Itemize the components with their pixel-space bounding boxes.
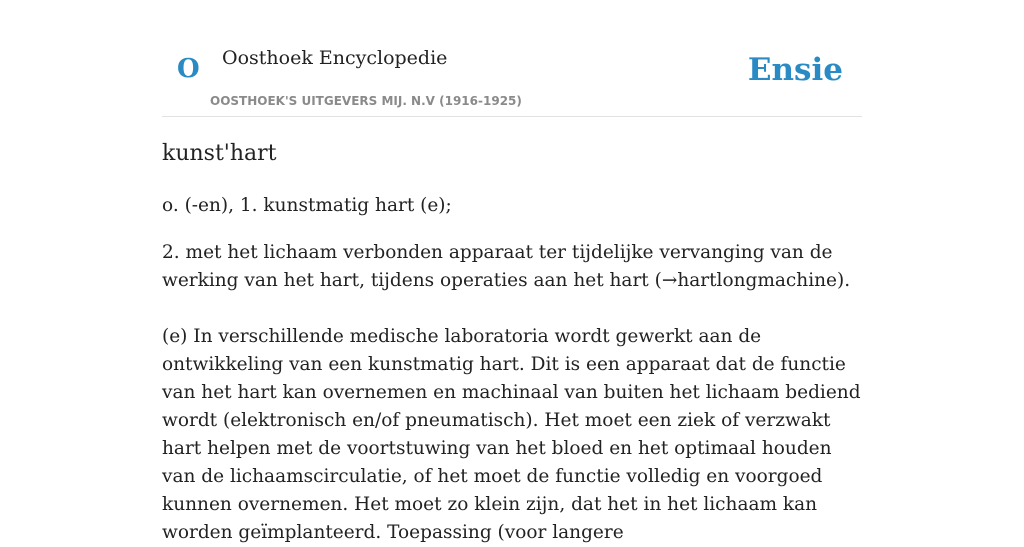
entry-content	[162, 192, 862, 547]
entry-headword: kunst'hart	[162, 141, 277, 166]
letter-badge: O	[177, 54, 200, 84]
definition-1: o. (-en), 1. kunstmatig hart (e);	[162, 195, 452, 216]
encyclopedic-text: (e) In verschillende medische laboratoria wordt gewerkt aan de ontwikkeling van een kunstmatig hart. Dit is een apparaat dat de functie van het hart kan overnemen en machinaal van buiten het lichaam bediend wordt (elektronisch en/of pneumatisch). Het moet een ziek of verzwakt hart helpen met de voortstuwing van het bloed en het optimaal houden van de lichaamscirculatie, of het moet de functie volledig en voorgoed kunnen overnemen. Het moet zo klein zijn, dat het in het lichaam kan worden geïmplanteerd. Toepassing (voor langere	[162, 326, 861, 543]
source-title-link[interactable]: Oosthoek Encyclopedie	[222, 47, 448, 69]
source-subtitle: OOSTHOEK'S UITGEVERS MIJ. N.V (1916-1925)	[210, 94, 522, 108]
article-container	[162, 0, 862, 543]
ensie-logo-link[interactable]: Ensie	[747, 52, 843, 88]
source-header	[162, 0, 862, 117]
definition-2: 2. met het lichaam verbonden apparaat ter tijdelijke vervanging van de werking van het hart, tijdens operaties aan het hart (→hartlongmachine).	[162, 242, 851, 291]
